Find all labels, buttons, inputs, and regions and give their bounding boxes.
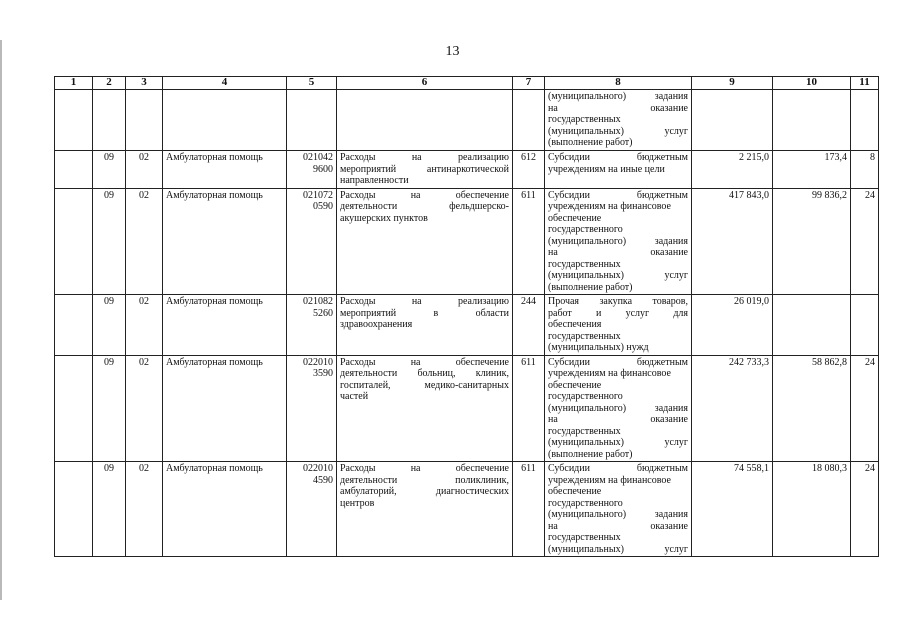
subsection-code: 02 bbox=[126, 188, 163, 295]
expense-type-cell: Прочая закупка товаров, работ и услуг для обеспечения государственных (муниципальных) нужд bbox=[545, 295, 692, 356]
column-header: 9 bbox=[692, 77, 773, 90]
expense-type-code: 612 bbox=[513, 151, 545, 189]
plan-amount: 242 733,3 bbox=[692, 355, 773, 462]
percent-value: 8 bbox=[851, 151, 879, 189]
table-row bbox=[55, 462, 879, 557]
subsection-name: Амбулаторная помощь bbox=[163, 355, 287, 462]
target-article-code: 021072 0590 bbox=[287, 188, 337, 295]
actual-amount: 99 836,2 bbox=[773, 188, 851, 295]
table-row bbox=[55, 295, 879, 356]
subsection-name: Амбулаторная помощь bbox=[163, 295, 287, 356]
budget-table bbox=[54, 76, 879, 557]
column-header: 1 bbox=[55, 77, 93, 90]
subsection-code: 02 bbox=[126, 151, 163, 189]
expense-type-cell: Субсидии бюджетным учреждениям на финансовое обеспечение государственного (муниципального) задания на оказание государственных (муниципальных) услуг bbox=[545, 462, 692, 557]
subsection-code: 02 bbox=[126, 355, 163, 462]
expense-type-code: 611 bbox=[513, 188, 545, 295]
expense-description: Расходы на обеспечение деятельности больниц, клиник, госпиталей, медико-санитарных частей bbox=[337, 355, 513, 462]
percent-value bbox=[851, 295, 879, 356]
subsection-code: 02 bbox=[126, 462, 163, 557]
table-row bbox=[55, 151, 879, 189]
table-row-continuation bbox=[55, 90, 879, 151]
plan-amount: 74 558,1 bbox=[692, 462, 773, 557]
expense-type-code: 611 bbox=[513, 462, 545, 557]
column-header: 11 bbox=[851, 77, 879, 90]
expense-description: Расходы на обеспечение деятельности поликлиник, амбулаторий, диагностических центров bbox=[337, 462, 513, 557]
actual-amount: 18 080,3 bbox=[773, 462, 851, 557]
target-article-code: 022010 4590 bbox=[287, 462, 337, 557]
actual-amount: 58 862,8 bbox=[773, 355, 851, 462]
column-header: 5 bbox=[287, 77, 337, 90]
column-header: 4 bbox=[163, 77, 287, 90]
percent-value: 24 bbox=[851, 355, 879, 462]
table-row bbox=[55, 188, 879, 295]
actual-amount bbox=[773, 295, 851, 356]
scan-edge-line bbox=[0, 40, 2, 600]
expense-type-cell: (муниципального) задания на оказание государственных (муниципальных) услуг (выполнение работ) bbox=[545, 90, 692, 151]
expense-type-code: 611 bbox=[513, 355, 545, 462]
column-header: 2 bbox=[93, 77, 126, 90]
percent-value: 24 bbox=[851, 188, 879, 295]
page-number: 13 bbox=[445, 44, 460, 59]
section-code: 09 bbox=[93, 462, 126, 557]
subsection-name: Амбулаторная помощь bbox=[163, 151, 287, 189]
section-code: 09 bbox=[93, 188, 126, 295]
target-article-code: 022010 3590 bbox=[287, 355, 337, 462]
expense-type-code: 244 bbox=[513, 295, 545, 356]
expense-description: Расходы на обеспечение деятельности фельдшерско- акушерских пунктов bbox=[337, 188, 513, 295]
column-header: 8 bbox=[545, 77, 692, 90]
plan-amount: 2 215,0 bbox=[692, 151, 773, 189]
header-row bbox=[55, 77, 879, 90]
table-row bbox=[55, 355, 879, 462]
target-article-code: 021042 9600 bbox=[287, 151, 337, 189]
section-code: 09 bbox=[93, 355, 126, 462]
subsection-code: 02 bbox=[126, 295, 163, 356]
column-header: 6 bbox=[337, 77, 513, 90]
expense-description: Расходы на реализацию мероприятий в области здравоохранения bbox=[337, 295, 513, 356]
actual-amount: 173,4 bbox=[773, 151, 851, 189]
expense-type-cell: Субсидии бюджетным учреждениям на финансовое обеспечение государственного (муниципального) задания на оказание государственных (муниципальных) услуг (выполнение работ) bbox=[545, 355, 692, 462]
plan-amount: 26 019,0 bbox=[692, 295, 773, 356]
percent-value: 24 bbox=[851, 462, 879, 557]
section-code: 09 bbox=[93, 151, 126, 189]
expense-type-cell: Субсидии бюджетным учреждениям на финансовое обеспечение государственного (муниципального) задания на оказание государственных (муниципальных) услуг (выполнение работ) bbox=[545, 188, 692, 295]
expense-description: Расходы на реализацию мероприятий антинаркотической направленности bbox=[337, 151, 513, 189]
target-article-code: 021082 5260 bbox=[287, 295, 337, 356]
column-header: 3 bbox=[126, 77, 163, 90]
section-code: 09 bbox=[93, 295, 126, 356]
subsection-name: Амбулаторная помощь bbox=[163, 188, 287, 295]
column-header: 7 bbox=[513, 77, 545, 90]
expense-type-cell: Субсидии бюджетным учреждениям на иные цели bbox=[545, 151, 692, 189]
plan-amount: 417 843,0 bbox=[692, 188, 773, 295]
subsection-name: Амбулаторная помощь bbox=[163, 462, 287, 557]
column-header: 10 bbox=[773, 77, 851, 90]
